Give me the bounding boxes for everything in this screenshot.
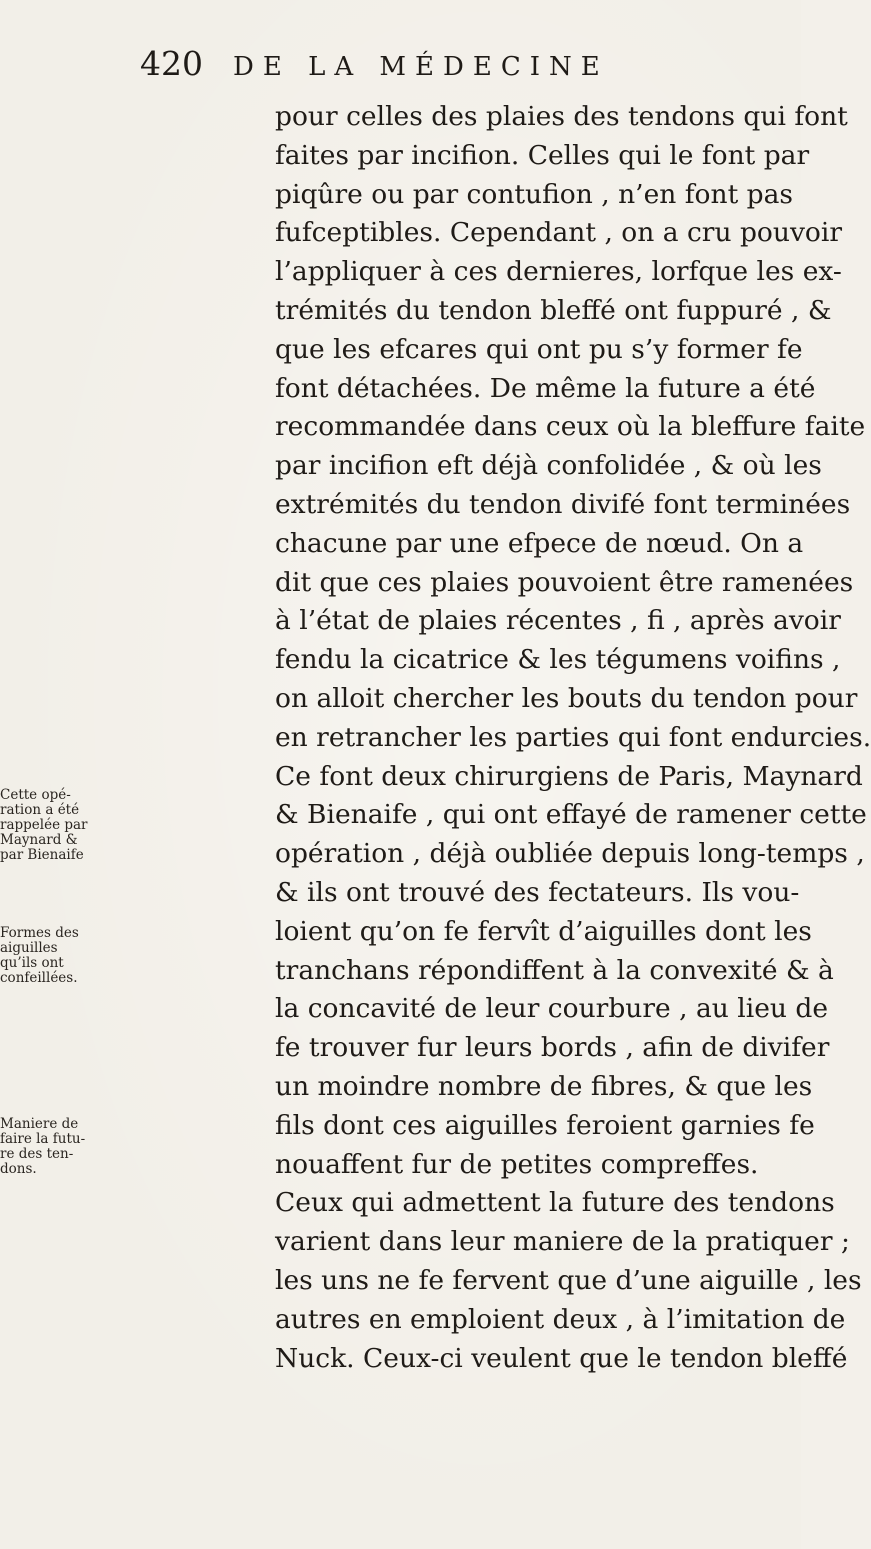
margin-note-line: Maniere de [0,1116,79,1132]
text-line: fils dont ces aiguilles feroient garnies fe [275,1109,815,1141]
margin-note-line: par Bienaife [0,847,84,863]
page-number: 420 [140,44,203,83]
margin-note-line: Cette opé- [0,787,71,803]
margin-note-line: Formes des [0,925,79,941]
text-line: la concavité de leur courbure , au lieu de [275,993,829,1025]
text-line: loient qu’on fe fervît d’aiguilles dont les [275,915,812,947]
main-text [275,98,871,1378]
text-line: à l’état de plaies récentes , fi , après avoir [275,605,841,637]
text-line: chacune par une efpece de nœud. On a [275,527,804,559]
margin-note-future [0,1117,98,1177]
text-line: & ils ont trouvé des fectateurs. Ils vou- [275,876,800,908]
text-line: pour celles des plaies des tendons qui font [275,101,848,132]
text-line: faites par incifion. Celles qui le font par [275,139,810,171]
text-line: fendu la cicatrice & les tégumens voifins , [275,644,841,676]
text-line: varient dans leur maniere de la pratiquer ; [275,1226,850,1258]
margin-note-line: dons. [0,1161,37,1177]
text-line: que les efcares qui ont pu s’y former fe [275,333,803,365]
text-line: piqûre ou par contufion , n’en font pas [275,178,794,210]
text-line: nouaffent fur de petites compreffes. [275,1148,759,1180]
text-line: opération , déjà oubliée depuis long-temps , [275,838,865,870]
text-line: l’appliquer à ces dernieres, lorfque les ex- [275,256,842,288]
text-line: on alloit chercher les bouts du tendon pour [275,682,858,714]
text-line: fe trouver fur leurs bords , afin de divifer [275,1032,830,1064]
text-line: Ce font deux chirurgiens de Paris, Maynard [275,760,863,792]
margin-note-line: faire la futu- [0,1131,86,1147]
text-line: tranchans répondiffent à la convexité & à [275,954,834,986]
margin-note-aiguilles [0,926,98,986]
text-line: par incifion eft déjà confolidée , & où les [275,450,822,482]
text-line: trémités du tendon bleffé ont fuppuré , & [275,294,832,326]
margin-note-line: qu’ils ont [0,955,64,971]
text-line: extrémités du tendon divifé font terminées [275,488,851,520]
margin-note-line: re des ten- [0,1146,74,1162]
text-line: Ceux qui admettent la future des tendons [275,1187,835,1219]
margin-note-line: aiguilles [0,940,58,956]
margin-note-line: confeillées. [0,970,78,986]
text-line: font détachées. De même la future a été [275,372,816,404]
margin-note-line: Maynard & [0,832,78,848]
text-line: fufceptibles. Cependant , on a cru pouvoir [275,217,843,249]
text-line: en retrancher les parties qui font endurcies. [275,721,871,753]
text-line: un moindre nombre de fibres, & que les [275,1070,813,1102]
running-head [140,44,720,83]
margin-note-line: ration a été [0,802,80,818]
margin-note-line: rappelée par [0,817,88,833]
text-line: & Bienaife , qui ont effayé de ramener cette [275,799,867,831]
text-line: recommandée dans ceux où la bleffure faite [275,411,866,443]
text-line: Nuck. Ceux-ci veulent que le tendon bleffé [275,1342,848,1374]
text-line: les uns ne fe fervent que d’une aiguille , les [275,1264,862,1296]
text-line: dit que ces plaies pouvoient être ramenées [275,566,854,598]
running-title: DE LA MÉDECINE [233,52,609,82]
text-line: autres en emploient deux , à l’imitation de [275,1303,846,1335]
margin-note-maynard [0,788,98,863]
